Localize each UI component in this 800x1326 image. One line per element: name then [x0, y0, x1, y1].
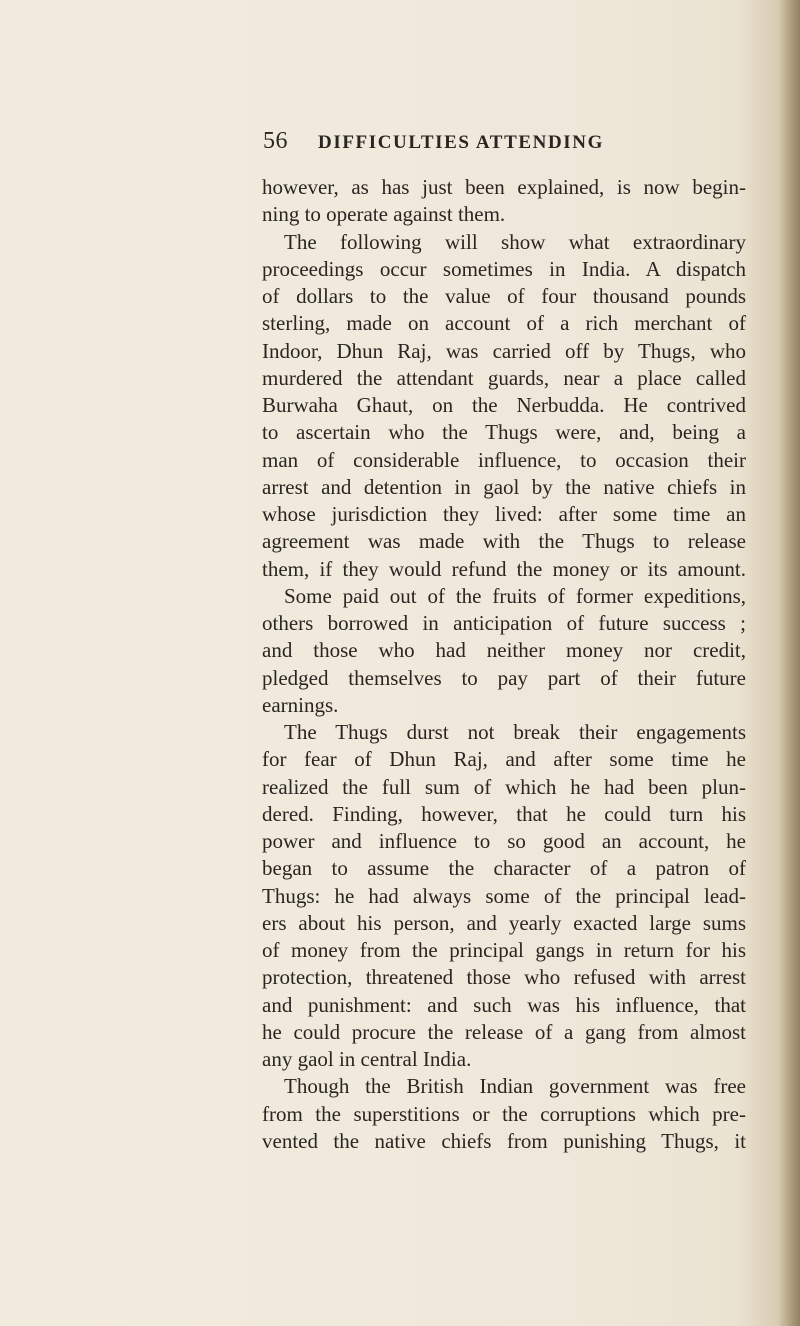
- page-edge-shadow: [778, 0, 800, 1326]
- text-line: Indoor, Dhun Raj, was carried off by Thugs, who: [262, 338, 746, 363]
- text-line: realized the full sum of which he had been plun-: [262, 774, 746, 799]
- text-line: to ascertain who the Thugs were, and, being a: [262, 420, 746, 445]
- page-header: [0, 128, 800, 164]
- text-line: Thugs: he had always some of the principal lead-: [262, 883, 746, 908]
- text-line: ning to operate against them.: [262, 202, 506, 227]
- text-line: dered. Finding, however, that he could turn his: [262, 801, 746, 826]
- text-line: earnings.: [262, 692, 339, 717]
- text-line: and those who had neither money nor credit,: [262, 638, 746, 663]
- text-line: others borrowed in anticipation of future success ;: [262, 611, 746, 635]
- text-line: murdered the attendant guards, near a place called: [262, 365, 746, 390]
- text-line: whose jurisdiction they lived: after some time an: [262, 502, 746, 526]
- text-line: The following will show what extraordinary: [284, 229, 746, 254]
- text-line: man of considerable influence, to occasion their: [262, 447, 746, 472]
- page-number: 56: [263, 128, 288, 154]
- text-line: agreement was made with the Thugs to release: [262, 529, 746, 554]
- text-line: arrest and detention in gaol by the native chiefs in: [262, 474, 746, 499]
- body-text: [262, 174, 746, 1155]
- text-line: Though the British Indian government was free: [284, 1074, 746, 1099]
- text-line: proceedings occur sometimes in India. A dispatch: [262, 256, 746, 281]
- text-line: any gaol in central India.: [262, 1047, 472, 1071]
- text-line: from the superstitions or the corruptions which pre-: [262, 1101, 746, 1126]
- text-line: began to assume the character of a patron of: [262, 856, 746, 881]
- text-line: and punishment: and such was his influence, that: [262, 992, 746, 1017]
- text-line: them, if they would refund the money or its amount.: [262, 556, 746, 581]
- text-line: vented the native chiefs from punishing Thugs, it: [262, 1128, 746, 1153]
- text-line: however, as has just been explained, is now begin-: [262, 175, 746, 199]
- text-line: of money from the principal gangs in return for his: [262, 938, 746, 962]
- text-line: power and influence to so good an account, he: [262, 829, 746, 853]
- text-line: of dollars to the value of four thousand pounds: [262, 284, 746, 308]
- text-line: sterling, made on account of a rich merchant of: [262, 311, 746, 336]
- text-line: protection, threatened those who refused with arrest: [262, 965, 746, 990]
- text-line: he could procure the release of a gang from almost: [262, 1019, 746, 1044]
- text-line: Burwaha Ghaut, on the Nerbudda. He contrived: [262, 393, 746, 417]
- text-line: The Thugs durst not break their engagements: [284, 720, 746, 744]
- text-line: ers about his person, and yearly exacted large sums: [262, 910, 746, 935]
- running-head: DIFFICULTIES ATTENDING: [318, 132, 604, 153]
- text-line: Some paid out of the fruits of former expeditions,: [284, 583, 746, 608]
- text-line: pledged themselves to pay part of their future: [262, 665, 746, 690]
- text-line: for fear of Dhun Raj, and after some time he: [262, 747, 746, 772]
